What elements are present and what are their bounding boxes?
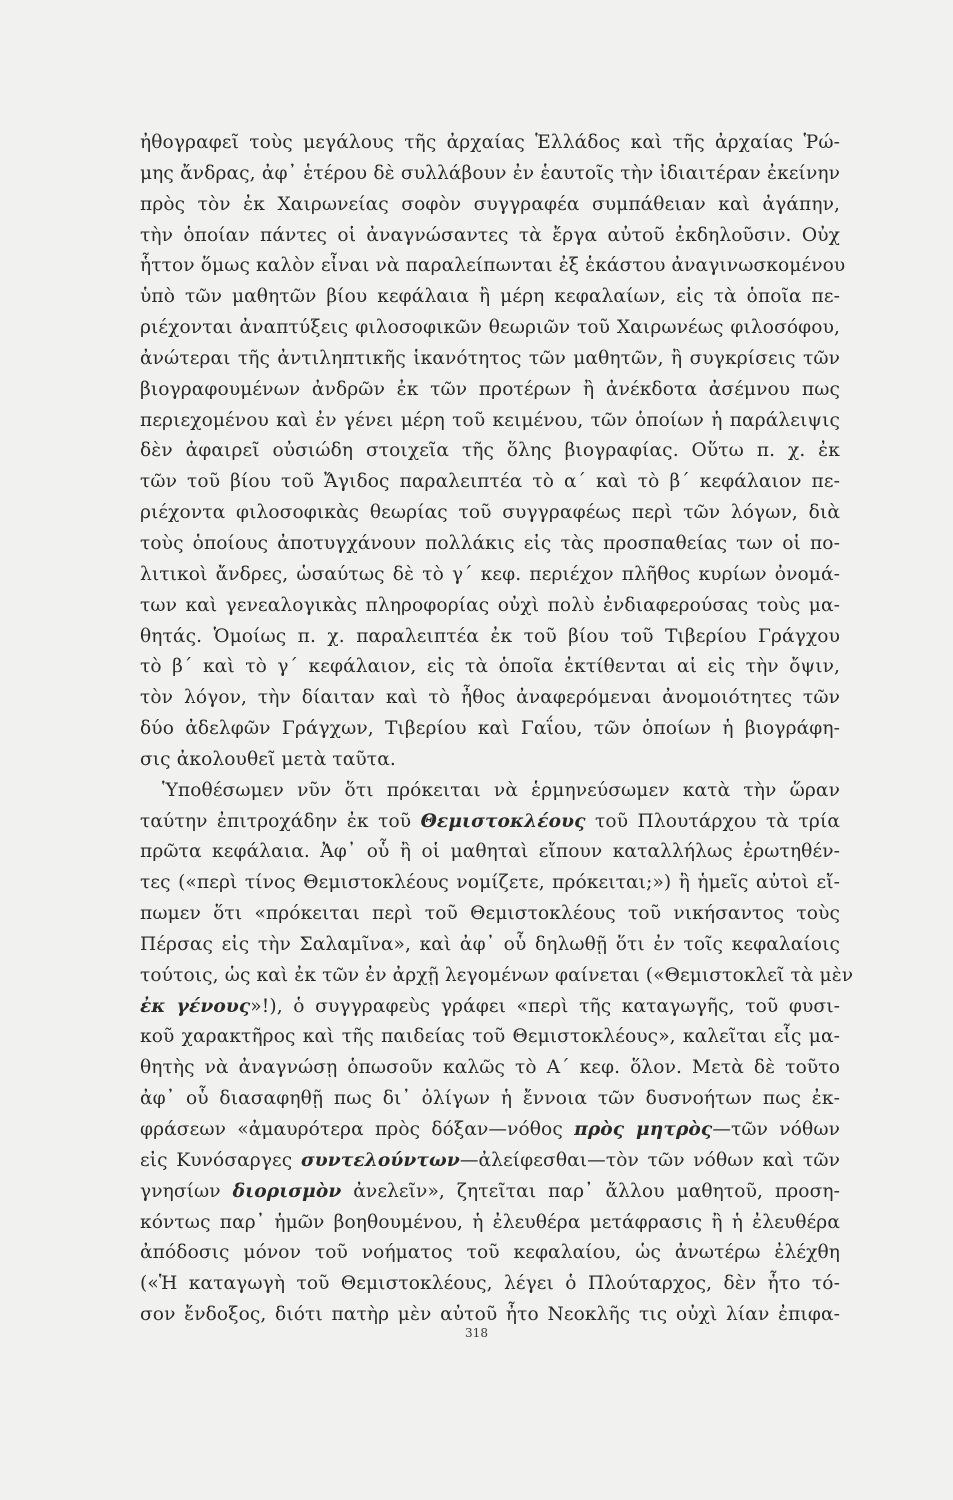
text-line bbox=[140, 406, 840, 437]
text-line bbox=[140, 837, 840, 868]
line-text: βιογραφουμένων ἀνδρῶν ἐκ τῶν προτέρων ἢ ἀνέκδοτα ἀσέμνου πως bbox=[140, 378, 840, 400]
line-text: τοὺς ὁποίους ἀποτυγχάνουν πολλάκις εἰς τὰς προσπαθείας των οἱ πο- bbox=[140, 532, 840, 554]
text-line bbox=[140, 868, 840, 899]
text-line bbox=[140, 128, 840, 159]
line-text: ριέχοντα φιλοσοφικὰς θεωρίας τοῦ συγγραφέως περὶ τῶν λόγων, διὰ bbox=[140, 502, 840, 524]
line-text: »!), ὁ συγγραφεὺς γράφει «περὶ τῆς καταγωγῆς, τοῦ φυσι- bbox=[250, 995, 840, 1017]
text-line bbox=[140, 992, 840, 1023]
line-text: Πέρσας εἰς τὴν Σαλαμῖνα», καὶ ἀφ᾽ οὗ δηλωθῇ ὅτι ἐν τοῖς κεφαλαίοις bbox=[140, 933, 840, 955]
line-text: —τῶν νόθων bbox=[712, 1119, 840, 1140]
line-text: πρῶτα κεφάλαια. Ἀφ᾽ οὗ ἢ οἱ μαθηταὶ εἴπουν καταλλήλως ἐρωτηθέν- bbox=[140, 841, 840, 863]
text-line bbox=[140, 899, 840, 930]
line-text: τὴν ὁποίαν πάντες οἱ ἀναγνώσαντες τὰ ἔργα αὐτοῦ ἐκδηλοῦσιν. Οὐχ bbox=[140, 224, 840, 246]
line-text: ἀφ᾽ οὗ διασαφηθῇ πως δι᾽ ὀλίγων ἡ ἔννοια τῶν δυσνοήτων πως ἐκ- bbox=[140, 1088, 840, 1110]
text-line bbox=[140, 1208, 840, 1239]
emphasis-text: πρὸς μητρὸς bbox=[574, 1119, 713, 1140]
line-text: ἀπόδοσις μόνον τοῦ νοήματος τοῦ κεφαλαίου, ὡς ἀνωτέρω ἐλέχθη bbox=[140, 1242, 840, 1264]
line-text: θητὴς νὰ ἀναγνώσῃ ὁπωσοῦν καλῶς τὸ Α΄ κεφ. ὅλον. Μετὰ δὲ τοῦτο bbox=[140, 1057, 840, 1079]
text-line bbox=[140, 1022, 840, 1053]
text-line bbox=[140, 807, 840, 838]
text-line bbox=[140, 745, 840, 776]
text-line bbox=[140, 190, 840, 221]
text-line bbox=[140, 344, 840, 375]
line-text: Ὑποθέσωμεν νῦν ὅτι πρόκειται νὰ ἑρμηνεύσωμεν κατὰ τὴν ὥραν bbox=[162, 779, 840, 801]
text-line bbox=[140, 1238, 840, 1269]
line-text: —ἀλείφεσθαι—τὸν τῶν νόθων καὶ τῶν bbox=[459, 1149, 840, 1171]
text-line bbox=[140, 776, 840, 807]
line-text: μης ἄνδρας, ἀφ᾽ ἑτέρου δὲ συλλάβουν ἐν ἑαυτοῖς τὴν ἰδιαιτέραν ἐκείνην bbox=[140, 162, 840, 184]
text-line bbox=[140, 467, 840, 498]
text-line bbox=[140, 375, 840, 406]
text-line bbox=[140, 1115, 840, 1146]
line-text: ριέχονται ἀναπτύξεις φιλοσοφικῶν θεωριῶν τοῦ Χαιρωνέως φιλοσόφου, bbox=[140, 317, 840, 339]
line-text: πρὸς τὸν ἐκ Χαιρωνείας σοφὸν συγγραφέα συμπάθειαν καὶ ἀγάπην, bbox=[140, 193, 840, 215]
line-text: ὑπὸ τῶν μαθητῶν βίου κεφάλαια ἢ μέρη κεφαλαίων, εἰς τὰ ὁποῖα πε- bbox=[140, 286, 840, 308]
line-text: πωμεν ὅτι «πρόκειται περὶ τοῦ Θεμιστοκλέους τοῦ νικήσαντος τοὺς bbox=[140, 903, 840, 925]
line-text: κόντως παρ᾽ ἡμῶν βοηθουμένου, ἡ ἐλευθέρα μετάφρασις ἢ ἡ ἐλευθέρα bbox=[140, 1211, 840, 1233]
line-text: φράσεων «ἀμαυρότερα πρὸς δόξαν—νόθος bbox=[140, 1119, 575, 1140]
line-text: κοῦ χαρακτῆρος καὶ τῆς παιδείας τοῦ Θεμιστοκλέους», καλεῖται εἷς μα- bbox=[140, 1026, 840, 1048]
line-text: ταύτην ἐπιτροχάδην ἐκ τοῦ bbox=[140, 810, 421, 832]
text-line bbox=[140, 652, 840, 683]
line-text: γνησίων bbox=[140, 1180, 233, 1202]
text-line bbox=[140, 282, 840, 313]
text-line bbox=[140, 1269, 840, 1300]
line-text: τες («περὶ τίνος Θεμιστοκλέους νομίζετε, πρόκειται;») ἢ ἡμεῖς αὐτοὶ εἴ- bbox=[140, 872, 840, 894]
line-text: σον ἔνδοξος, διότι πατὴρ μὲν αὐτοῦ ἦτο Νεοκλῆς τις οὐχὶ λίαν ἐπιφα- bbox=[140, 1304, 840, 1326]
line-text: τούτοις, ὡς καὶ ἐκ τῶν ἐν ἀρχῇ λεγομένων φαίνεται («Θεμιστοκλεῖ τὰ μὲν bbox=[140, 964, 854, 986]
text-line bbox=[140, 1053, 840, 1084]
line-text: ἧττον ὅμως καλὸν εἶναι νὰ παραλείπωνται ἐξ ἑκάστου ἀναγινωσκομένου bbox=[140, 255, 846, 277]
emphasis-text: Θεμιστοκλέους bbox=[420, 810, 586, 832]
emphasis-text: συντελούντων bbox=[300, 1149, 460, 1171]
line-text: δὲν ἀφαιρεῖ οὐσιώδη στοιχεῖα τῆς ὅλης βιογραφίας. Οὕτω π. χ. ἐκ bbox=[140, 440, 840, 462]
text-line bbox=[140, 622, 840, 653]
emphasis-text: ἐκ γένους bbox=[140, 995, 251, 1017]
emphasis-text: διορισμὸν bbox=[232, 1180, 342, 1202]
line-text: των καὶ γενεαλογικὰς πληροφορίας οὐχὶ πολὺ ἐνδιαφερούσας τοὺς μα- bbox=[140, 594, 840, 616]
text-line bbox=[140, 313, 840, 344]
line-text: τὸν λόγον, τὴν δίαιταν καὶ τὸ ἦθος ἀναφερόμεναι ἀνομοιότητες τῶν bbox=[140, 687, 840, 709]
text-line bbox=[140, 251, 846, 282]
line-text: τῶν τοῦ βίου τοῦ Ἄγιδος παραλειπτέα τὸ α΄ καὶ τὸ β΄ κεφάλαιον πε- bbox=[140, 471, 840, 493]
text-line bbox=[140, 529, 840, 560]
body-text bbox=[140, 128, 854, 1331]
text-line bbox=[140, 159, 840, 190]
text-line bbox=[140, 560, 840, 591]
text-line bbox=[140, 591, 840, 622]
line-text: τὸ β΄ καὶ τὸ γ΄ κεφάλαιον, εἰς τὰ ὁποῖα ἐκτίθενται αἱ εἰς τὴν ὄψιν, bbox=[140, 656, 840, 678]
line-text: σις ἀκολουθεῖ μετὰ ταῦτα. bbox=[140, 748, 396, 770]
line-text: («Ἡ καταγωγὴ τοῦ Θεμιστοκλέους, λέγει ὁ Πλούταρχος, δὲν ἦτο τό- bbox=[140, 1273, 840, 1295]
line-text: δύο ἀδελφῶν Γράγχων, Τιβερίου καὶ Γαΐου, τῶν ὁποίων ἡ βιογράφη- bbox=[140, 718, 840, 740]
line-text: ἀνώτεραι τῆς ἀντιληπτικῆς ἱκανότητος τῶν μαθητῶν, ἢ συγκρίσεις τῶν bbox=[140, 347, 840, 369]
page-number: 318 bbox=[465, 1326, 488, 1340]
text-line bbox=[140, 1084, 840, 1115]
line-text: περιεχομένου καὶ ἐν γένει μέρη τοῦ κειμένου, τῶν ὁποίων ἡ παράλειψις bbox=[140, 409, 840, 431]
text-line bbox=[140, 683, 840, 714]
text-line bbox=[140, 1177, 840, 1208]
line-text: ἠθογραφεῖ τοὺς μεγάλους τῆς ἀρχαίας Ἑλλάδος καὶ τῆς ἀρχαίας Ῥώ- bbox=[140, 132, 840, 153]
text-line bbox=[140, 436, 840, 467]
line-text: θητάς. Ὁμοίως π. χ. παραλειπτέα ἐκ τοῦ βίου τοῦ Τιβερίου Γράγχου bbox=[140, 625, 840, 647]
text-line bbox=[140, 714, 840, 745]
line-text: ἀνελεῖν», ζητεῖται παρ᾽ ἄλλου μαθητοῦ, προση- bbox=[341, 1180, 841, 1202]
text-line bbox=[140, 961, 854, 992]
line-text: λιτικοὶ ἄνδρες, ὡσαύτως δὲ τὸ γ΄ κεφ. περιέχον πλῆθος κυρίων ὀνομά- bbox=[140, 563, 840, 585]
text-line bbox=[140, 1146, 840, 1177]
line-text: τοῦ Πλουτάρχου τὰ τρία bbox=[585, 810, 840, 832]
text-line bbox=[140, 221, 840, 252]
line-text: εἰς Κυνόσαργες bbox=[140, 1149, 301, 1171]
text-line bbox=[140, 930, 840, 961]
text-line bbox=[140, 498, 840, 529]
